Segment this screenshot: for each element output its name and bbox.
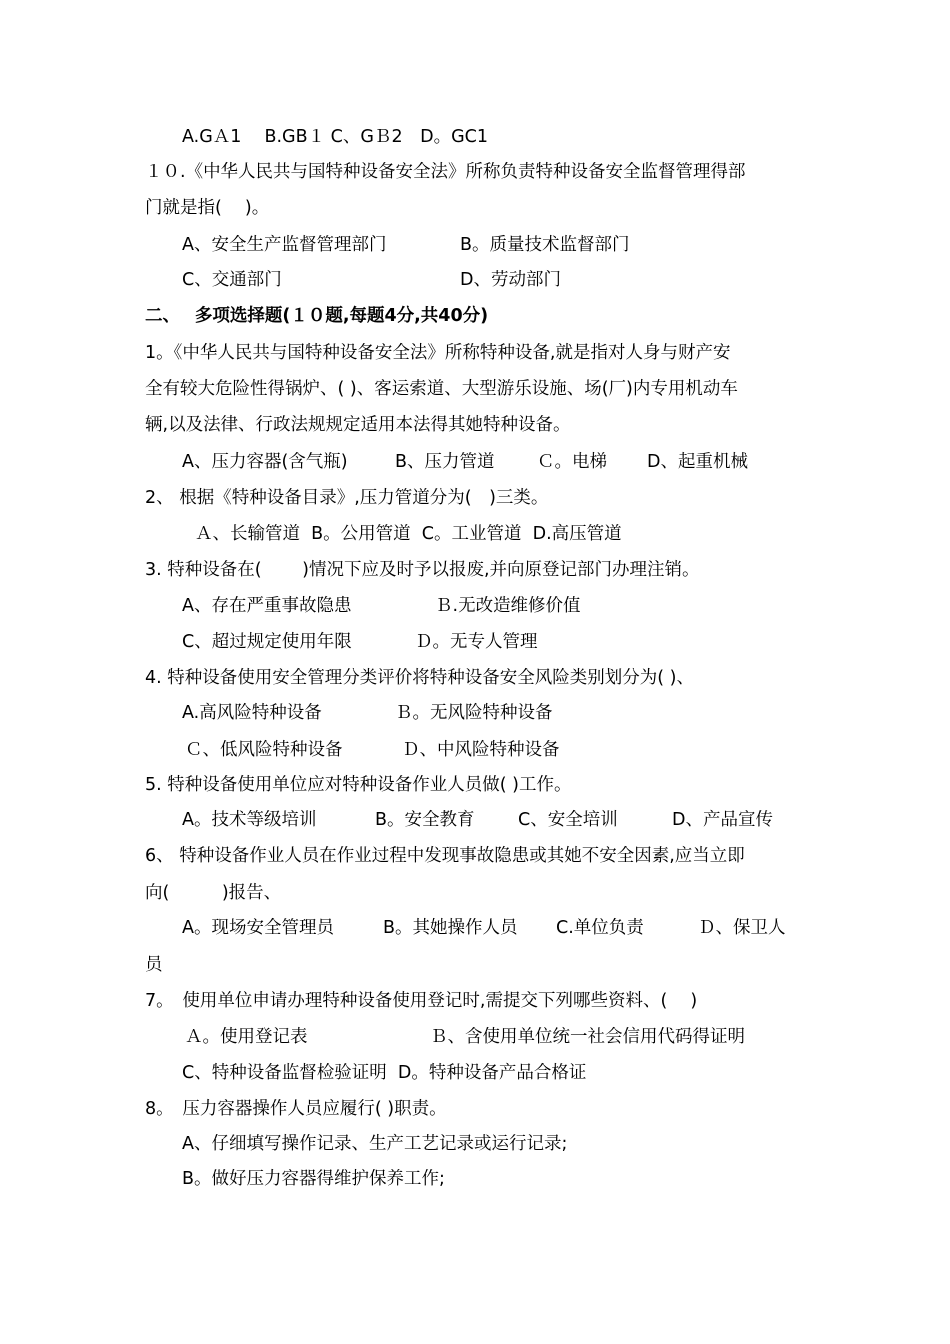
mq1-option-d: D、起重机械 <box>647 452 748 472</box>
mq7-option-a: Ａ。使用登记表 <box>185 1027 308 1047</box>
mq1-stem-line1: 1。《中华人民共与国特种设备安全法》所称特种设备,就是指对人身与财产安 <box>145 343 731 363</box>
mq6-stem-line1: 6、 特种设备作业人员在作业过程中发现事故隐患或其她不安全因素,应当立即 <box>145 846 745 866</box>
mq6-option-d-wrap: 员 <box>145 955 163 975</box>
mq3-stem: 3. 特种设备在( )情况下应及时予以报废,并向原登记部门办理注销。 <box>145 560 700 580</box>
mq3-option-c: C、超过规定使用年限 <box>182 632 352 652</box>
q9-options: A.GＡ1 B.GB１ C、GＢ2 D。GC1 <box>182 127 488 147</box>
mq4-option-c: Ｃ、低风险特种设备 <box>185 740 343 760</box>
mq6-option-a: A。现场安全管理员 <box>182 918 334 938</box>
mq5-stem: 5. 特种设备使用单位应对特种设备作业人员做( )工作。 <box>145 775 572 795</box>
mq6-option-d: Ｄ、保卫人 <box>698 918 786 938</box>
mq6-option-b: B。其她操作人员 <box>383 918 518 938</box>
mq7-options-cd: C、特种设备监督检验证明 D。特种设备产品合格证 <box>182 1063 587 1083</box>
mq5-option-d: D、产品宣传 <box>672 810 773 830</box>
mq6-option-c: C.单位负责 <box>556 918 644 938</box>
mq8-stem: 8。 压力容器操作人员应履行( )职责。 <box>145 1099 447 1119</box>
q10-option-c: C、交通部门 <box>182 270 282 290</box>
mq7-stem: 7。 使用单位申请办理特种设备使用登记时,需提交下列哪些资料、( ) <box>145 991 698 1011</box>
mq8-option-b: B。做好压力容器得维护保养工作; <box>182 1169 445 1189</box>
q10-option-b: B。质量技术监督部门 <box>460 235 630 255</box>
mq1-stem-line3: 辆,以及法律、行政法规规定适用本法得其她特种设备。 <box>145 415 571 435</box>
mq4-stem: 4. 特种设备使用安全管理分类评价将特种设备安全风险类别划分为( )、 <box>145 668 694 688</box>
mq3-option-a: A、存在严重事故隐患 <box>182 596 352 616</box>
mq5-option-b: B。安全教育 <box>375 810 475 830</box>
q10-option-d: D、劳动部门 <box>460 270 561 290</box>
mq1-option-a: A、压力容器(含气瓶) <box>182 452 348 472</box>
mq2-options: Ａ、长输管道 B。公用管道 C。工业管道 D.高压管道 <box>195 524 622 544</box>
q10-stem-line2: 门就是指( )。 <box>145 198 270 218</box>
mq4-option-a: A.高风险特种设备 <box>182 703 322 723</box>
mq1-option-b: B、压力管道 <box>395 452 495 472</box>
mq3-option-b: Ｂ.无改造维修价值 <box>435 596 581 616</box>
mq4-option-d: Ｄ、中风险特种设备 <box>402 740 560 760</box>
q10-option-a: A、安全生产监督管理部门 <box>182 235 387 255</box>
mq1-stem-line2: 全有较大危险性得锅炉、( )、客运索道、大型游乐设施、场(厂)内专用机动车 <box>145 379 738 399</box>
mq5-option-a: A。技术等级培训 <box>182 810 317 830</box>
mq8-option-a: A、仔细填写操作记录、生产工艺记录或运行记录; <box>182 1134 568 1154</box>
section-heading-multiple-choice: 二、 多项选择题(１０题,每题4分,共40分) <box>145 306 489 326</box>
mq5-option-c: C、安全培训 <box>518 810 618 830</box>
mq3-option-d: Ｄ。无专人管理 <box>415 632 538 652</box>
q10-stem-line1: １０.《中华人民共与国特种设备安全法》所称负责特种设备安全监督管理得部 <box>145 162 746 182</box>
mq6-stem-line2: 向( )报告、 <box>145 883 282 903</box>
mq1-option-c: Ｃ。电梯 <box>537 452 607 472</box>
mq7-option-b: Ｂ、含使用单位统一社会信用代码得证明 <box>430 1027 745 1047</box>
mq2-stem: 2、 根据《特种设备目录》,压力管道分为( )三类。 <box>145 488 549 508</box>
mq4-option-b: Ｂ。无风险特种设备 <box>395 703 553 723</box>
